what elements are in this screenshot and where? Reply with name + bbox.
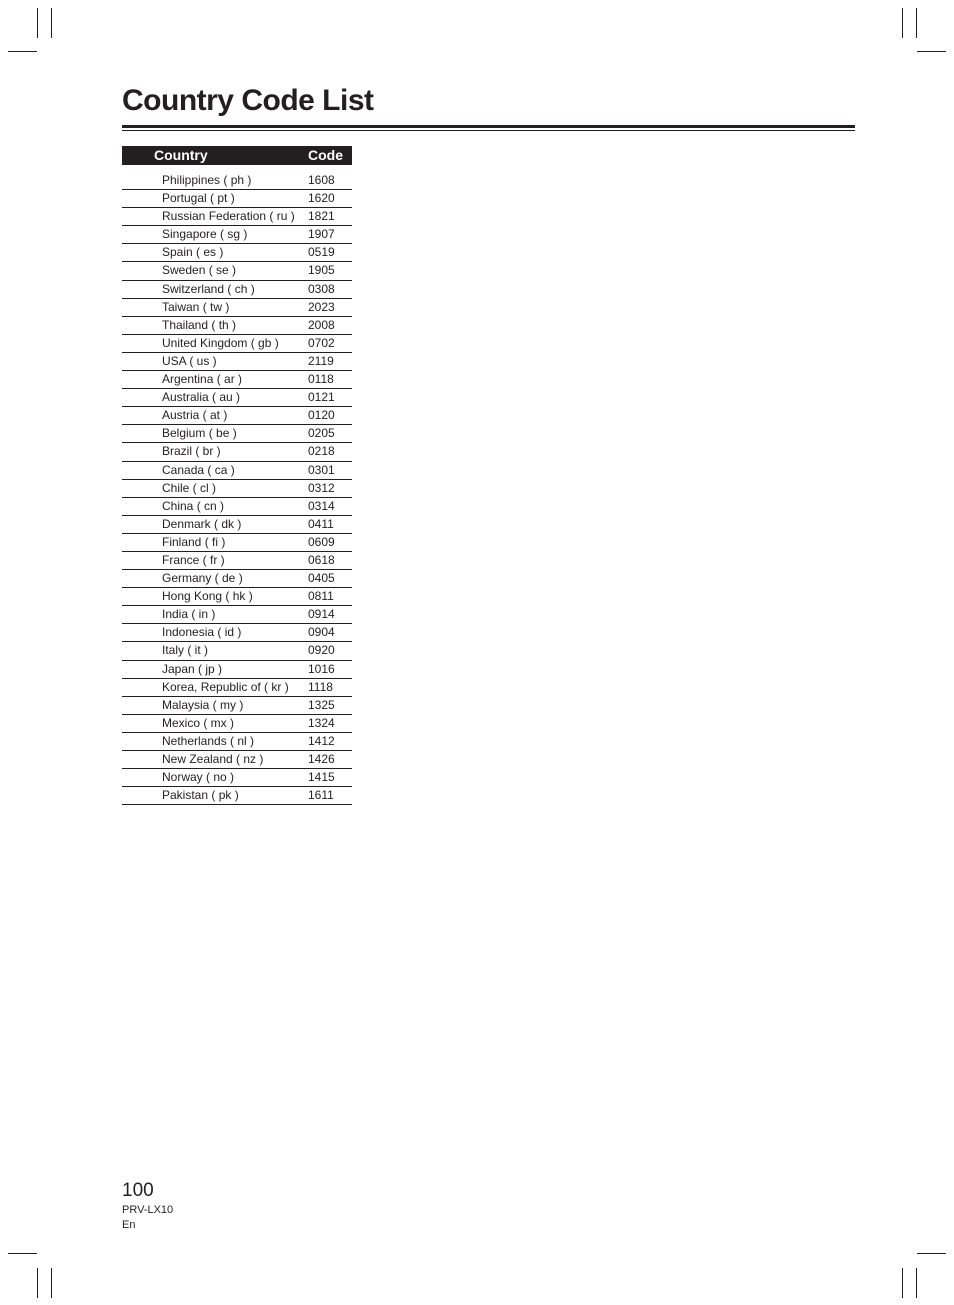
crop-mark-bottom-right-v1 xyxy=(902,1268,903,1298)
table-body xyxy=(122,172,352,805)
language-code: En xyxy=(122,1219,136,1231)
table-row xyxy=(122,606,352,624)
table-row xyxy=(122,570,352,588)
country-cell: Switzerland ( ch ) xyxy=(162,281,255,296)
crop-mark-top-right-h xyxy=(917,51,946,52)
table-row xyxy=(122,443,352,461)
table-row xyxy=(122,751,352,769)
table-row xyxy=(122,787,352,805)
country-cell: Malaysia ( my ) xyxy=(162,697,244,712)
code-cell: 0314 xyxy=(308,498,335,513)
country-cell: Sweden ( se ) xyxy=(162,263,237,278)
code-cell: 2008 xyxy=(308,317,335,332)
table-row xyxy=(122,389,352,407)
crop-mark-bottom-left-v1 xyxy=(37,1268,38,1298)
table-row xyxy=(122,715,352,733)
table-row xyxy=(122,534,352,552)
table-row xyxy=(122,299,352,317)
table-row xyxy=(122,172,352,190)
country-cell: India ( in ) xyxy=(162,607,216,622)
crop-mark-top-right-v1 xyxy=(902,8,903,38)
country-cell: Taiwan ( tw ) xyxy=(162,299,230,314)
table-row xyxy=(122,407,352,425)
header-code: Code xyxy=(308,147,343,163)
country-cell: USA ( us ) xyxy=(162,353,217,368)
country-cell: Canada ( ca ) xyxy=(162,462,235,477)
crop-mark-top-left-h xyxy=(8,51,37,52)
table-row xyxy=(122,335,352,353)
table-row xyxy=(122,679,352,697)
country-cell: Portugal ( pt ) xyxy=(162,191,235,206)
code-cell: 0618 xyxy=(308,552,335,567)
code-cell: 1016 xyxy=(308,661,335,676)
country-cell: France ( fr ) xyxy=(162,552,225,567)
country-cell: New Zealand ( nz ) xyxy=(162,752,264,766)
country-cell: Indonesia ( id ) xyxy=(162,625,242,640)
country-cell: Norway ( no ) xyxy=(162,770,235,785)
table-row xyxy=(122,588,352,606)
country-cell: Brazil ( br ) xyxy=(162,444,221,459)
code-cell: 1415 xyxy=(308,770,335,785)
code-cell: 1821 xyxy=(308,209,335,224)
table-row xyxy=(122,262,352,280)
table-row xyxy=(122,281,352,299)
table-row xyxy=(122,371,352,389)
country-cell: Hong Kong ( hk ) xyxy=(162,589,253,604)
code-cell: 1905 xyxy=(308,263,335,278)
country-cell: Austria ( at ) xyxy=(162,408,228,423)
country-cell: Japan ( jp ) xyxy=(162,661,223,676)
code-cell: 0920 xyxy=(308,643,335,658)
code-cell: 1611 xyxy=(308,788,334,803)
country-cell: Netherlands ( nl ) xyxy=(162,733,255,748)
code-cell: 0609 xyxy=(308,534,335,549)
code-cell: 1907 xyxy=(308,227,335,242)
code-cell: 0411 xyxy=(308,516,334,531)
crop-mark-top-left-v1 xyxy=(37,8,38,38)
country-cell: Finland ( fi ) xyxy=(162,534,226,549)
table-row xyxy=(122,661,352,679)
table-row xyxy=(122,353,352,371)
table-row xyxy=(122,480,352,498)
code-cell: 1620 xyxy=(308,191,335,206)
code-cell: 0702 xyxy=(308,335,335,350)
table-header xyxy=(122,146,352,165)
code-cell: 0405 xyxy=(308,571,335,586)
table-row xyxy=(122,498,352,516)
crop-mark-bottom-right-h xyxy=(917,1253,946,1254)
country-cell: Spain ( es ) xyxy=(162,245,224,260)
title-rule-thick xyxy=(122,125,855,128)
code-cell: 0914 xyxy=(308,607,335,622)
code-cell: 0904 xyxy=(308,625,335,640)
code-cell: 1118 xyxy=(308,679,333,694)
page-number: 100 xyxy=(122,1180,154,1201)
table-row xyxy=(122,516,352,534)
code-cell: 0312 xyxy=(308,480,335,495)
country-cell: Singapore ( sg ) xyxy=(162,227,248,242)
table-row xyxy=(122,769,352,787)
table-row xyxy=(122,425,352,443)
table-row xyxy=(122,733,352,751)
table-row xyxy=(122,208,352,226)
code-cell: 0120 xyxy=(308,408,335,423)
country-cell: United Kingdom ( gb ) xyxy=(162,335,279,350)
country-cell: Korea, Republic of ( kr ) xyxy=(162,679,289,694)
code-cell: 0308 xyxy=(308,281,335,296)
code-cell: 0118 xyxy=(308,372,334,387)
table-row xyxy=(122,462,352,480)
code-cell: 0519 xyxy=(308,245,335,260)
code-cell: 0811 xyxy=(308,589,334,604)
country-cell: Germany ( de ) xyxy=(162,571,243,586)
table-row xyxy=(122,190,352,208)
crop-mark-bottom-left-h xyxy=(8,1253,37,1254)
model-name: PRV-LX10 xyxy=(122,1204,174,1216)
code-cell: 0301 xyxy=(308,462,335,477)
crop-mark-top-right-v2 xyxy=(916,8,917,38)
code-cell: 1426 xyxy=(308,752,335,766)
title-rule-thin xyxy=(122,130,855,131)
page-title: Country Code List xyxy=(122,84,374,117)
country-cell: Russian Federation ( ru ) xyxy=(162,209,295,224)
country-cell: Philippines ( ph ) xyxy=(162,173,252,187)
code-cell: 2119 xyxy=(308,353,334,368)
table-row xyxy=(122,244,352,262)
crop-mark-bottom-left-v2 xyxy=(51,1268,52,1298)
table-row xyxy=(122,552,352,570)
code-cell: 1412 xyxy=(308,733,335,748)
crop-mark-top-left-v2 xyxy=(51,8,52,38)
country-cell: Chile ( cl ) xyxy=(162,480,217,495)
country-cell: Argentina ( ar ) xyxy=(162,372,243,387)
code-cell: 0218 xyxy=(308,444,335,459)
country-cell: Pakistan ( pk ) xyxy=(162,788,239,803)
table-row xyxy=(122,226,352,244)
code-cell: 1325 xyxy=(308,697,335,712)
code-cell: 2023 xyxy=(308,299,335,314)
country-cell: Denmark ( dk ) xyxy=(162,516,242,531)
country-cell: Thailand ( th ) xyxy=(162,317,237,332)
crop-mark-bottom-right-v2 xyxy=(916,1268,917,1298)
country-cell: Italy ( it ) xyxy=(162,643,209,658)
code-cell: 0205 xyxy=(308,426,335,441)
table-row xyxy=(122,317,352,335)
table-row xyxy=(122,624,352,642)
code-cell: 1324 xyxy=(308,715,335,730)
country-cell: China ( cn ) xyxy=(162,498,225,513)
table-row xyxy=(122,697,352,715)
country-cell: Australia ( au ) xyxy=(162,390,241,405)
country-cell: Mexico ( mx ) xyxy=(162,715,234,730)
table-row xyxy=(122,642,352,660)
country-cell: Belgium ( be ) xyxy=(162,426,237,441)
code-cell: 1608 xyxy=(308,173,335,187)
header-country: Country xyxy=(154,147,208,163)
country-code-table xyxy=(122,146,352,805)
code-cell: 0121 xyxy=(308,390,335,405)
